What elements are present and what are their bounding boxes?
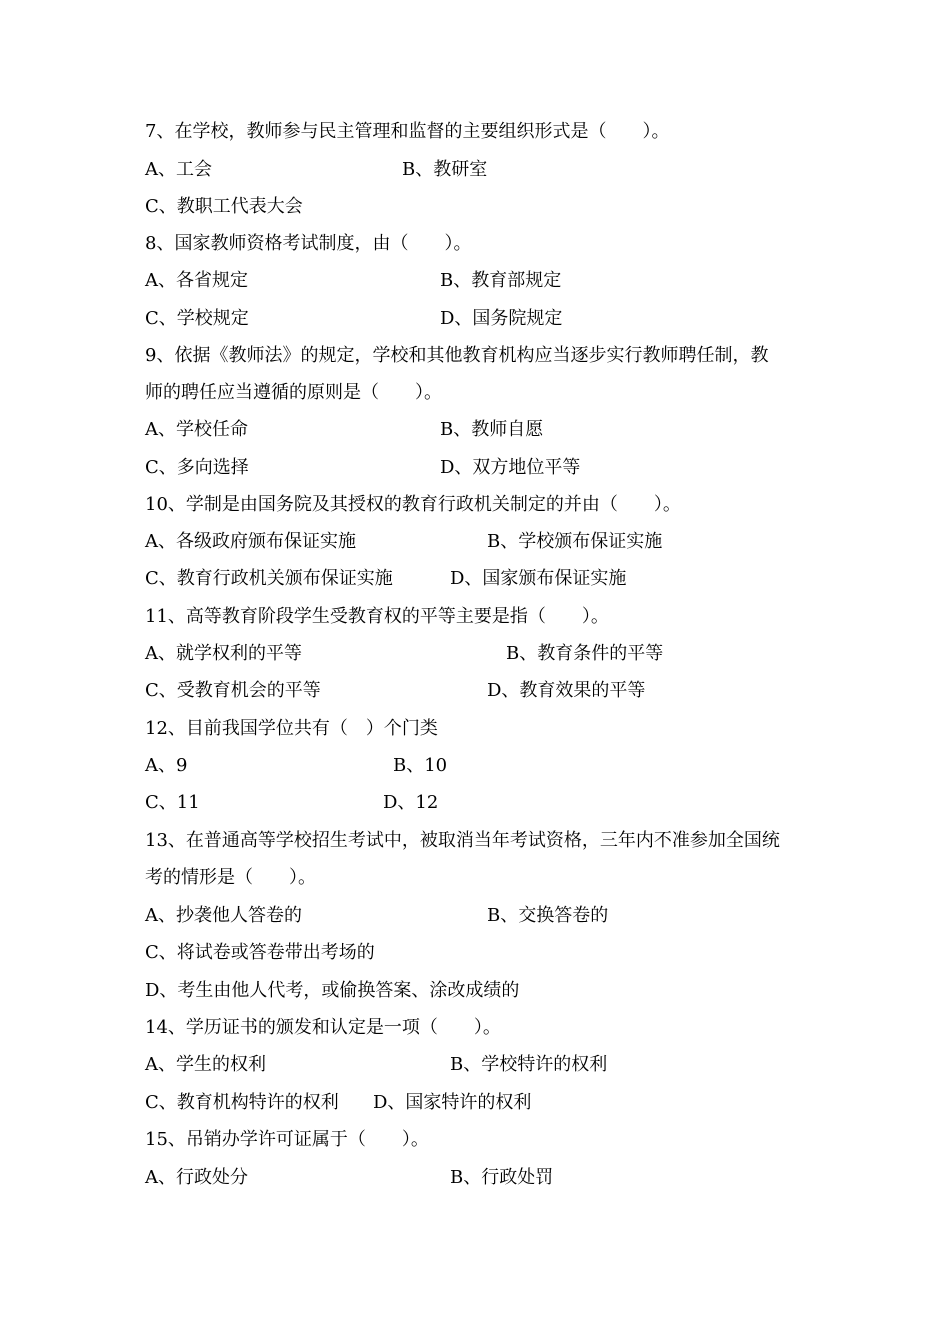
option-d: D、教育效果的平等 (487, 680, 646, 701)
option-d: D、12 (383, 792, 439, 813)
question-12-stem: 12、目前我国学位共有（ ）个门类 (145, 718, 438, 739)
option-d: D、双方地位平等 (440, 457, 581, 478)
option-b: B、学校颁布保证实施 (487, 531, 663, 552)
option-b: B、教研室 (402, 159, 488, 180)
option-c: C、将试卷或答卷带出考场的 (145, 942, 375, 963)
option-a: A、各省规定 (145, 270, 248, 291)
option-d: D、国家特许的权利 (373, 1092, 532, 1113)
option-a: A、各级政府颁布保证实施 (145, 531, 356, 552)
question-11-stem: 11、高等教育阶段学生受教育权的平等主要是指（ ）。 (145, 606, 609, 627)
question-13-stem-line-1: 13、在普通高等学校招生考试中，被取消当年考试资格，三年内不准参加全国统 (145, 830, 780, 851)
option-a: A、9 (145, 755, 188, 776)
option-a: A、学生的权利 (145, 1054, 266, 1075)
question-8-stem: 8、国家教师资格考试制度，由（ ）。 (145, 233, 472, 254)
option-a: A、学校任命 (145, 419, 248, 440)
question-7-stem: 7、在学校，教师参与民主管理和监督的主要组织形式是（ ）。 (145, 121, 670, 142)
question-10-stem: 10、学制是由国务院及其授权的教育行政机关制定的并由（ ）。 (145, 494, 681, 515)
option-a: A、抄袭他人答卷的 (145, 905, 302, 926)
option-b: B、10 (393, 755, 448, 776)
question-14-stem: 14、学历证书的颁发和认定是一项（ ）。 (145, 1017, 501, 1038)
option-b: B、教育条件的平等 (506, 643, 664, 664)
option-c: C、学校规定 (145, 308, 249, 329)
question-13-stem-line-2: 考的情形是（ ）。 (145, 867, 316, 888)
option-c: C、教育机构特许的权利 (145, 1092, 339, 1113)
option-a: A、就学权利的平等 (145, 643, 302, 664)
question-9-stem-line-1: 9、依据《教师法》的规定，学校和其他教育机构应当逐步实行教师聘任制，教 (145, 345, 769, 366)
option-b: B、交换答卷的 (487, 905, 609, 926)
option-c: C、11 (145, 792, 200, 813)
option-b: B、教育部规定 (440, 270, 562, 291)
option-a: A、行政处分 (145, 1167, 248, 1188)
option-a: A、工会 (145, 159, 212, 180)
option-b: B、学校特许的权利 (450, 1054, 608, 1075)
question-9-stem-line-2: 师的聘任应当遵循的原则是（ ）。 (145, 382, 442, 403)
option-c: C、教职工代表大会 (145, 196, 303, 217)
option-b: B、教师自愿 (440, 419, 544, 440)
option-d: D、国务院规定 (440, 308, 563, 329)
option-c: C、受教育机会的平等 (145, 680, 321, 701)
option-b: B、行政处罚 (450, 1167, 554, 1188)
question-15-stem: 15、吊销办学许可证属于（ ）。 (145, 1129, 429, 1150)
option-c: C、教育行政机关颁布保证实施 (145, 568, 393, 589)
option-c: C、多向选择 (145, 457, 249, 478)
option-d: D、国家颁布保证实施 (450, 568, 627, 589)
option-d: D、考生由他人代考，或偷换答案、涂改成绩的 (145, 980, 520, 1001)
